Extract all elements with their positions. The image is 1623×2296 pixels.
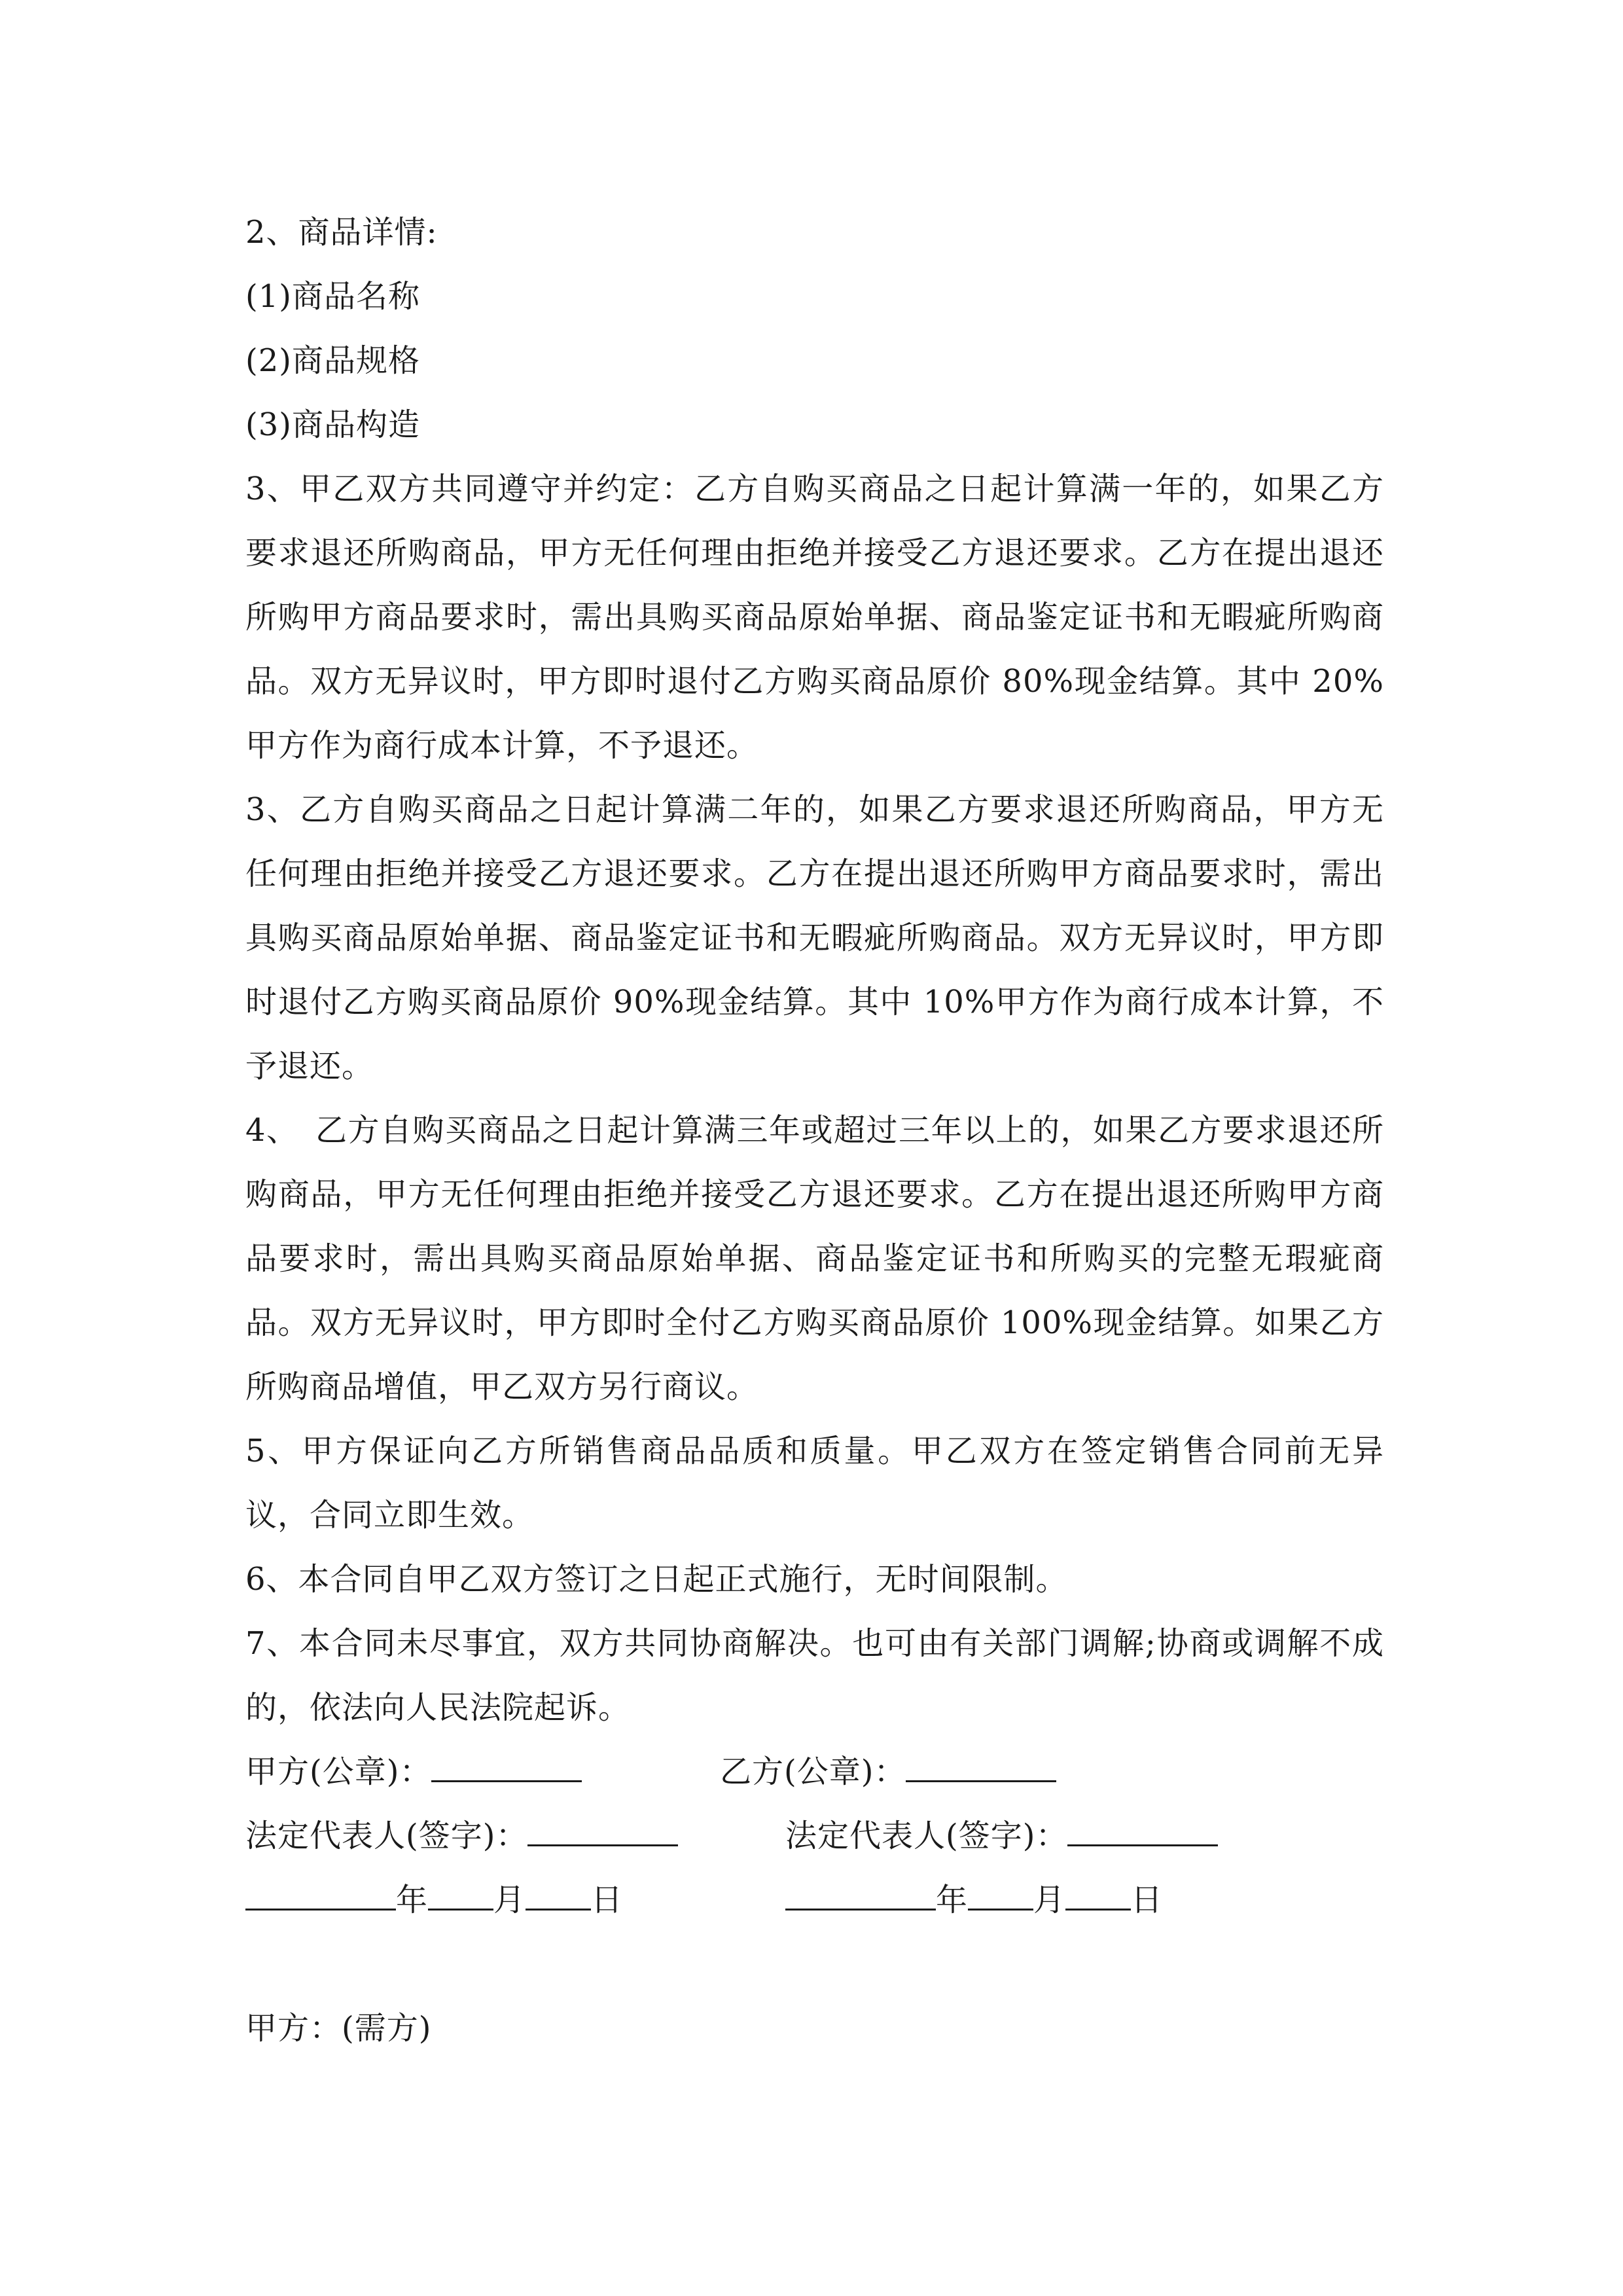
item-product-structure: (3)商品构造 <box>245 406 420 443</box>
party-b-month-blank <box>968 1869 1033 1910</box>
item-product-name: (1)商品名称 <box>245 278 420 315</box>
party-b-year-label: 年 <box>936 1882 969 1918</box>
clause-5-quality: 5、甲方保证向乙方所销售商品品质和质量。甲乙双方在签定销售合同前无异议，合同立即生效。 <box>245 1433 1384 1534</box>
party-a-rep <box>245 1804 678 1868</box>
clause-3-two-year: 3、乙方自购买商品之日起计算满二年的，如果乙方要求退还所购商品，甲方无任何理由拒绝并接受乙方退还要求。乙方在提出退还所购甲方商品要求时，需出具购买商品原始单据、商品鉴定证书和无暇疵所购商品。双方无异议时，甲方即时退付乙方购买商品原价 90%现金结算。其中 10%甲方作为商行成本计算，不予退还。 <box>245 791 1384 1085</box>
party-a-rep-blank <box>527 1805 678 1846</box>
clause-3-one-year: 3、甲乙双方共同遵守并约定：乙方自购买商品之日起计算满一年的，如果乙方要求退还所购商品，甲方无任何理由拒绝并接受乙方退还要求。乙方在提出退还所购甲方商品要求时，需出具购买商品原始单据、商品鉴定证书和无暇疵所购商品。双方无异议时，甲方即时退付乙方购买商品原价 80%现金结算。其中 20%甲方作为商行成本计算，不予退还。 <box>245 471 1384 764</box>
section-2-heading: 2、商品详情: <box>245 214 438 251</box>
party-a-month-blank <box>428 1869 493 1910</box>
date-row <box>245 1868 1384 1932</box>
party-b-rep-blank <box>1067 1805 1218 1846</box>
seal-row <box>245 1740 1384 1804</box>
party-a-month-label: 月 <box>493 1882 526 1918</box>
party-a-seal <box>245 1740 582 1804</box>
party-b-rep <box>785 1804 1218 1868</box>
party-b-seal-label: 乙方(公章)： <box>720 1753 906 1790</box>
party-a-year-label: 年 <box>396 1882 429 1918</box>
item-product-spec: (2)商品规格 <box>245 342 420 379</box>
party-b-month-label: 月 <box>1033 1882 1066 1918</box>
party-a-buyer-line: 甲方：(需方) <box>245 2010 432 2047</box>
party-b-seal-blank <box>906 1741 1056 1782</box>
party-a-date <box>245 1868 623 1932</box>
party-a-day-blank <box>526 1869 591 1910</box>
representative-row <box>245 1804 1384 1868</box>
party-b-day-label: 日 <box>1131 1882 1164 1918</box>
party-a-seal-label: 甲方(公章)： <box>245 1753 432 1790</box>
party-a-rep-label: 法定代表人(签字)： <box>245 1818 528 1854</box>
party-a-year-blank <box>245 1869 396 1910</box>
blank-spacer <box>245 1932 1384 1996</box>
party-b-date <box>785 1868 1163 1932</box>
document-body <box>245 200 1384 2060</box>
clause-7-disputes: 7、本合同未尽事宜，双方共同协商解决。也可由有关部门调解;协商或调解不成的，依法向人民法院起诉。 <box>245 1625 1384 1726</box>
party-b-year-blank <box>785 1869 936 1910</box>
party-b-seal <box>720 1740 1056 1804</box>
clause-4-three-year: 4、 乙方自购买商品之日起计算满三年或超过三年以上的，如果乙方要求退还所购商品，甲方无任何理由拒绝并接受乙方退还要求。乙方在提出退还所购甲方商品要求时，需出具购买商品原始单据、商品鉴定证书和所购买的完整无瑕疵商品。双方无异议时，甲方即时全付乙方购买商品原价 100%现金结算。如果乙方所购商品增值，甲乙双方另行商议。 <box>245 1112 1384 1405</box>
party-b-day-blank <box>1065 1869 1131 1910</box>
clause-6-effective: 6、本合同自甲乙双方签订之日起正式施行，无时间限制。 <box>245 1561 1068 1598</box>
party-b-rep-label: 法定代表人(签字)： <box>785 1818 1068 1854</box>
party-a-day-label: 日 <box>591 1882 624 1918</box>
party-a-seal-blank <box>431 1741 582 1782</box>
